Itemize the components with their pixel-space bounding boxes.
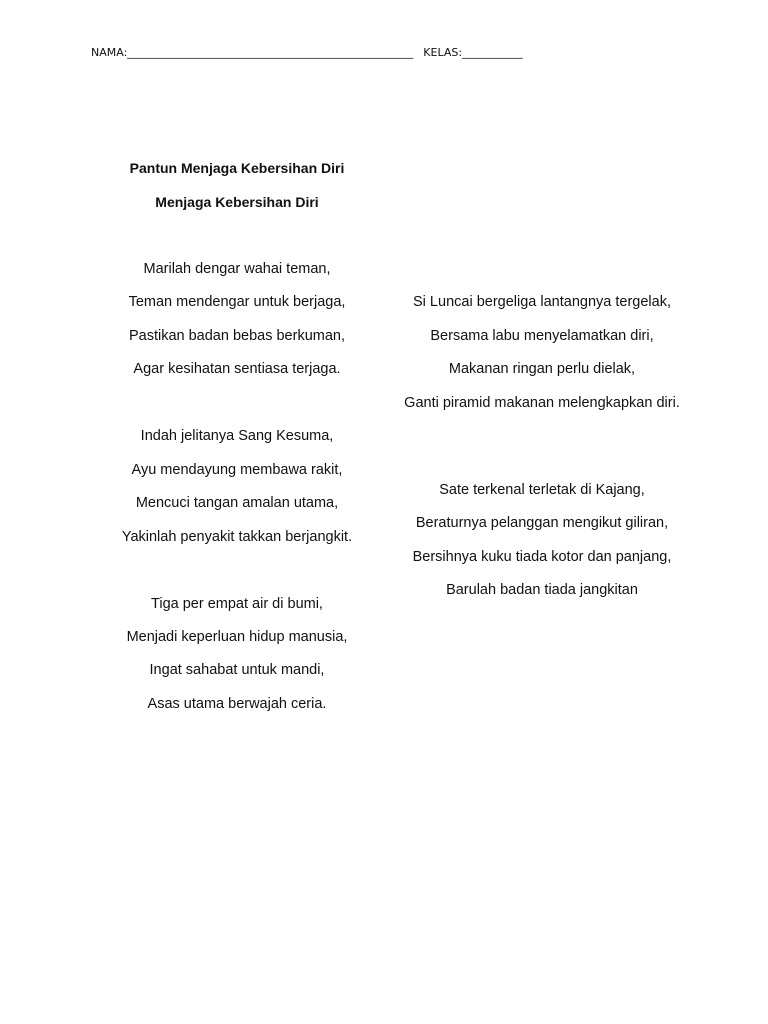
pantun-line: Menjadi keperluan hidup manusia, xyxy=(126,629,348,645)
pantun-line: Pastikan badan bebas berkuman, xyxy=(128,328,346,344)
pantun-line: Indah jelitanya Sang Kesuma, xyxy=(140,428,334,444)
sub-title: Menjaga Kebersihan Diri xyxy=(155,194,319,210)
pantun-line: Sate terkenal terletak di Kajang, xyxy=(439,482,645,498)
pantun-line: Marilah dengar wahai teman, xyxy=(143,261,331,277)
pantun-line: Mencuci tangan amalan utama, xyxy=(135,495,339,511)
pantun-line: Agar kesihatan sentiasa terjaga. xyxy=(133,361,341,377)
nama-label: NAMA: xyxy=(91,46,128,59)
kelas-blank: ___________ xyxy=(462,46,523,59)
pantun-line: Ayu mendayung membawa rakit, xyxy=(131,462,343,478)
student-info-header xyxy=(91,46,523,59)
pantun-line: Bersihnya kuku tiada kotor dan panjang, xyxy=(412,549,672,565)
nama-blank: ____________________________________________________ xyxy=(127,46,414,59)
kelas-label: KELAS: xyxy=(423,46,463,59)
pantun-line: Ingat sahabat untuk mandi, xyxy=(149,662,325,678)
pantun-line: Bersama labu menyelamatkan diri, xyxy=(430,328,654,344)
pantun-line: Ganti piramid makanan melengkapkan diri. xyxy=(404,395,680,411)
pantun-line: Makanan ringan perlu dielak, xyxy=(448,361,636,377)
pantun-line: Asas utama berwajah ceria. xyxy=(147,696,327,712)
pantun-line: Si Luncai bergeliga lantangnya tergelak, xyxy=(413,294,671,310)
pantun-line: Tiga per empat air di bumi, xyxy=(151,596,323,612)
pantun-line: Yakinlah penyakit takkan berjangkit. xyxy=(121,529,353,545)
pantun-line: Teman mendengar untuk berjaga, xyxy=(128,294,346,310)
main-title: Pantun Menjaga Kebersihan Diri xyxy=(129,160,345,176)
pantun-line: Beraturnya pelanggan mengikut giliran, xyxy=(415,515,669,531)
pantun-line: Barulah badan tiada jangkitan xyxy=(446,582,638,598)
